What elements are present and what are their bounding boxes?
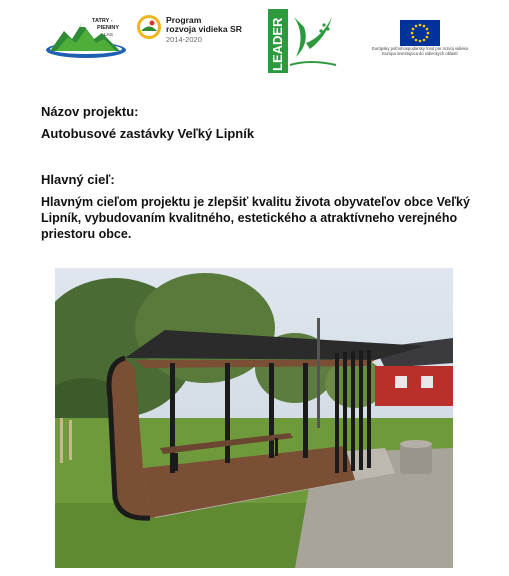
project-name: Autobusové zastávky Veľký Lipník: [41, 126, 255, 141]
program-line2: rozvoja vidieka SR: [166, 24, 242, 35]
eu-flag-logo: [370, 20, 470, 65]
program-years: 2014-2020: [166, 35, 202, 44]
main-goal-text: Hlavným cieľom projektu je zlepšiť kvalitu života obyvateľov obce Veľký Lipník, vybudovaním kvalitného, estetického a atraktívneho verejného priestoru obce.: [41, 195, 470, 241]
program-line1: Program: [166, 15, 202, 25]
eu-flag-icon: [400, 20, 440, 46]
tatry-text-1: TATRY -: [92, 18, 113, 24]
tatry-pieniny-lag-logo: [42, 13, 130, 63]
bus-shelter-photo: [55, 268, 453, 568]
tatry-text-2: PIENINY: [97, 25, 120, 31]
program-rozvoja-vidieka-logo: [136, 14, 246, 48]
main-goal-label: Hlavný cieľ:: [41, 172, 115, 187]
tatry-text-3: LAG: [104, 32, 114, 37]
eu-caption-2: Európa investujúca do vidieckych oblastí: [382, 51, 458, 56]
leader-logo: [266, 7, 340, 75]
leader-text: LEADER: [270, 17, 285, 71]
eu-caption-1: Európsky poľnohospodársky fond pre rozvoj vidieka: [372, 46, 468, 51]
prv-emblem-icon: [136, 14, 162, 40]
project-name-label: Názov projektu:: [41, 104, 139, 119]
